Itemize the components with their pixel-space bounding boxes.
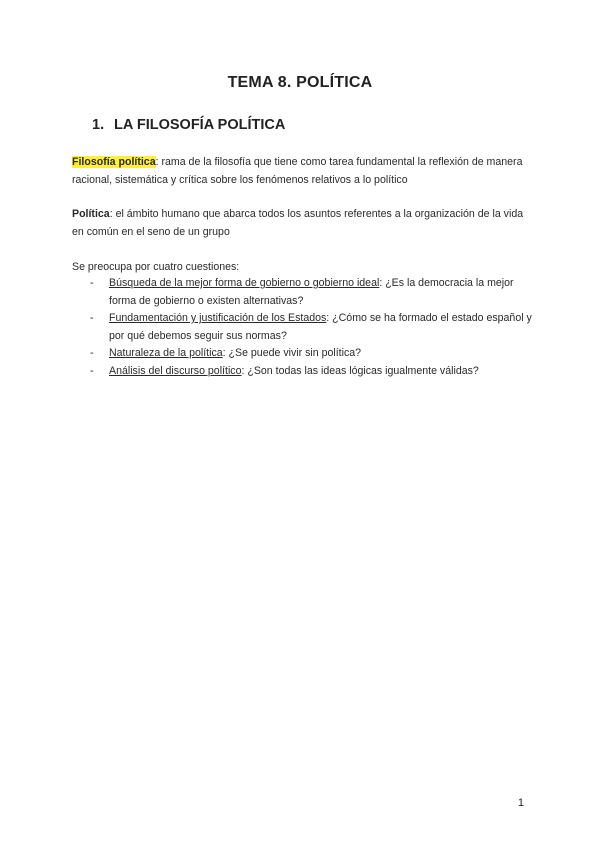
list-dash: - <box>90 364 94 377</box>
definition-text: : rama de la filosofía que tiene como tarea fundamental la reflexión de manera racional, sistemática y crítica sobre los fenómenos relativos a lo político <box>72 156 523 186</box>
question-text: : ¿Se puede vivir sin política? <box>222 347 362 359</box>
questions-intro: Se preocupa por cuatro cuestiones: <box>72 261 240 273</box>
list-dash: - <box>90 347 94 359</box>
definition-filosofia-politica <box>72 153 532 189</box>
list-item <box>72 275 532 310</box>
section-heading-text: LA FILOSOFÍA POLÍTICA <box>114 117 286 133</box>
list-dash: - <box>90 277 94 289</box>
question-topic: Naturaleza de la política <box>109 347 223 359</box>
list-item <box>72 345 532 363</box>
list-item <box>72 310 532 345</box>
list-dash: - <box>90 312 94 324</box>
bold-term: Política <box>72 208 110 220</box>
question-topic: Análisis del discurso político <box>109 364 242 377</box>
definition-text: : el ámbito humano que abarca todos los asuntos referentes a la organización de la vida en común en el seno de un grupo <box>72 208 524 238</box>
questions-list <box>72 275 532 380</box>
highlighted-term: Filosofía política <box>72 156 156 168</box>
section-heading <box>92 117 285 133</box>
section-number: 1. <box>92 117 105 133</box>
question-topic: Fundamentación y justificación de los Estados <box>109 312 327 324</box>
question-text: : ¿Son todas las ideas lógicas igualmente válidas? <box>241 364 479 377</box>
page-title: TEMA 8. POLÍTICA <box>227 74 373 91</box>
definition-politica <box>72 205 532 241</box>
list-item <box>72 363 532 381</box>
page-number: 1 <box>517 797 524 809</box>
question-text: : ¿Cómo se ha formado el estado español y por qué debemos seguir sus normas? <box>109 312 532 342</box>
question-topic: Búsqueda de la mejor forma de gobierno o gobierno ideal <box>109 277 380 289</box>
question-text: : ¿Es la democracia la mejor forma de gobierno o existen alternativas? <box>109 277 514 307</box>
